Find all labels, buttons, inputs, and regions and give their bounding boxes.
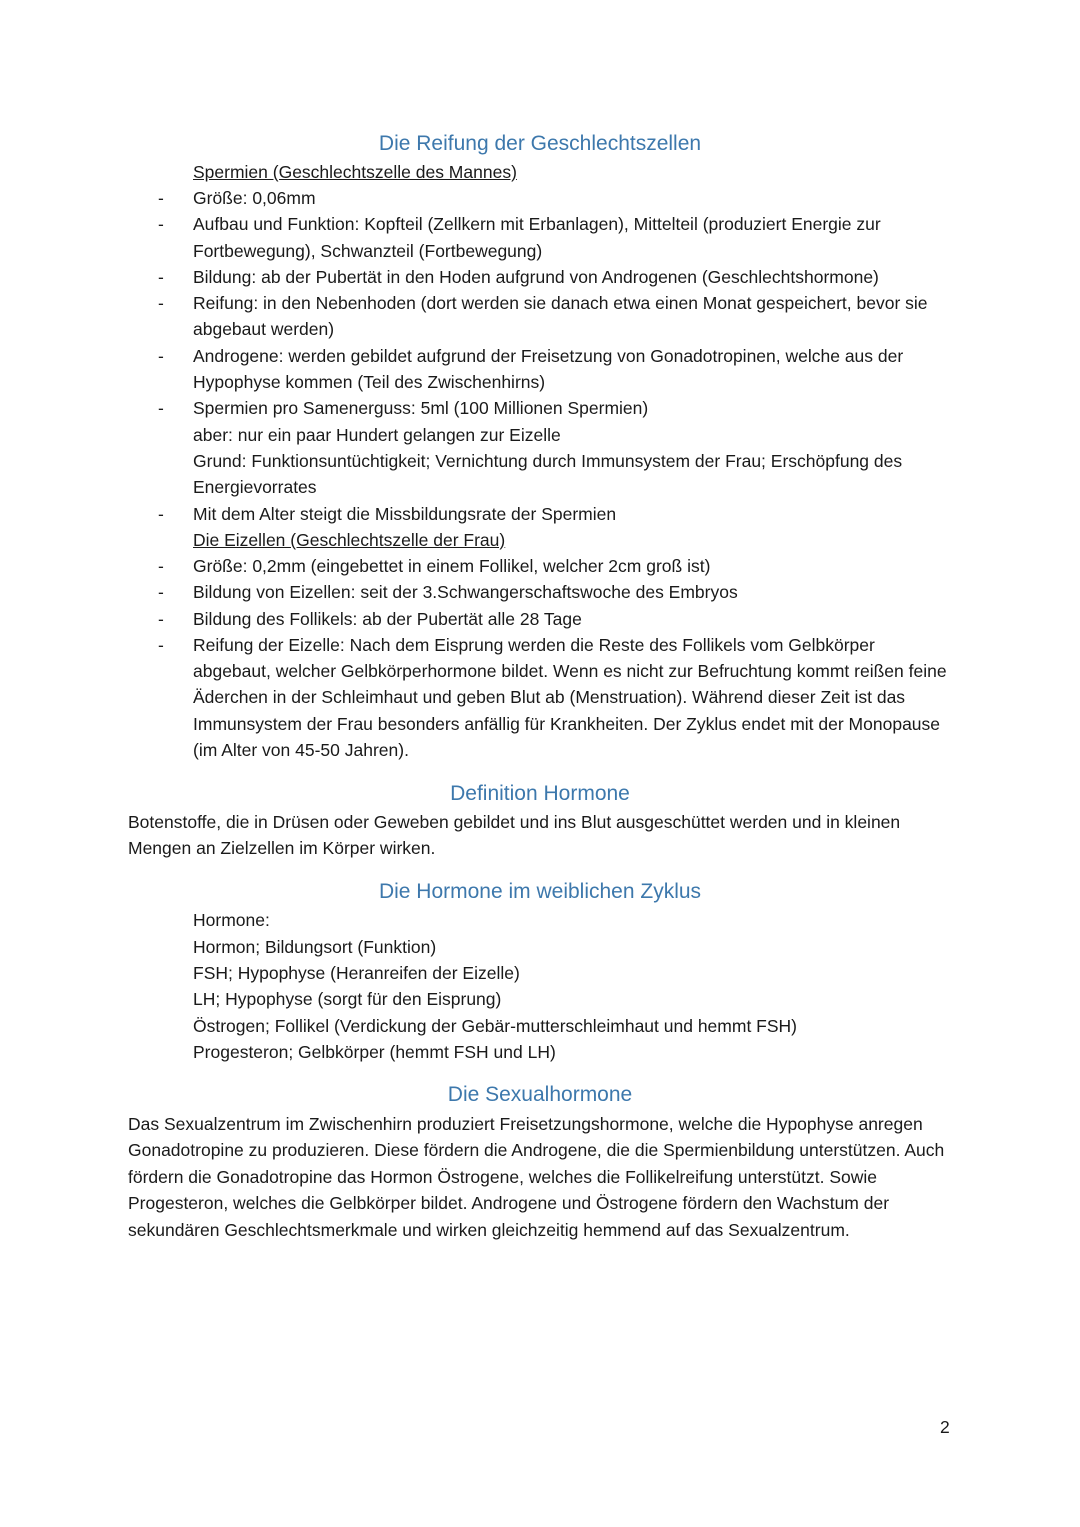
- list-item: [0, 211, 953, 264]
- list-item-text: Bildung von Eizellen: seit der 3.Schwangerschaftswoche des Embryos: [193, 582, 738, 603]
- list-item-text: Größe: 0,06mm: [193, 188, 316, 208]
- list-item: [0, 579, 953, 605]
- page-number: 2: [940, 1417, 950, 1437]
- spermien-list: [0, 185, 953, 527]
- list-item-text: Spermien pro Samenerguss: 5ml (100 Millionen Spermien): [193, 398, 649, 419]
- hormone-line: Hormone:: [193, 910, 270, 930]
- hormone-line: Östrogen; Follikel (Verdickung der Gebär-mutterschleimhaut und hemmt FSH): [193, 1016, 797, 1036]
- bullet: -: [158, 556, 164, 576]
- bullet: -: [158, 266, 164, 287]
- list-item: [0, 264, 953, 290]
- hormone-line: FSH; Hypophyse (Heranreifen der Eizelle): [193, 963, 520, 983]
- list-item: [0, 553, 953, 579]
- section-title-sexual: Die Sexualhormone: [447, 1083, 633, 1106]
- list-item-text: Mit dem Alter steigt die Missbildungsrate der Spermien: [193, 503, 617, 524]
- eizellen-subheading: Die Eizellen (Geschlechtszelle der Frau): [193, 530, 506, 550]
- bullet: -: [158, 398, 164, 419]
- hormone-line: LH; Hypophyse (sorgt für den Eisprung): [193, 989, 502, 1009]
- spermien-subheading: Spermien (Geschlechtszelle des Mannes): [193, 162, 517, 182]
- list-continuation: [0, 448, 953, 501]
- list-item: [0, 343, 953, 396]
- list-item: [0, 501, 953, 527]
- list-item: [0, 185, 953, 211]
- list-item-text: Aufbau und Funktion: Kopfteil (Zellkern mit Erbanlagen), Mittelteil (produziert Energie zur Fortbewegung), Schwanzteil (Fortbewegung): [193, 214, 881, 261]
- list-item: [0, 632, 953, 763]
- section-title-definition: Definition Hormone: [450, 782, 630, 805]
- list-item-text: Bildung des Follikels: ab der Pubertät alle 28 Tage: [193, 608, 582, 629]
- list-item: [0, 395, 953, 421]
- list-item: [0, 290, 953, 343]
- sexual-paragraph: Das Sexualzentrum im Zwischenhirn produziert Freisetzungshormone, welche die Hypophyse anregen Gonadotropine zu produzieren. Diese fördern die Androgene, die die Spermienbildung unterstützen. Auch fördern die Gonadotropine das Hormon Östrogene, welches die Follikelreifung unterstützt. Sowie Progesteron, welches die Gelbkörper bildet. Androgene und Östrogene fördern den Wachstum der sekundären Geschlechtsmerkmale und wirken gleichzeitig hemmend auf das Sexualzentrum.: [128, 1114, 945, 1240]
- hormone-line: Hormon; Bildungsort (Funktion): [193, 937, 437, 957]
- list-item-text: Grund: Funktionsuntüchtigkeit; Vernichtung durch Immunsystem der Frau; Erschöpfung des Energievorrates: [193, 450, 903, 498]
- bullet: -: [158, 503, 164, 524]
- definition-paragraph: Botenstoffe, die in Drüsen oder Geweben gebildet und ins Blut ausgeschüttet werden und in kleinen Mengen an Zielzellen im Körper wirken.: [128, 812, 901, 859]
- bullet: -: [158, 582, 164, 603]
- bullet: -: [158, 345, 164, 366]
- hormone-line: Progesteron; Gelbkörper (hemmt FSH und LH): [193, 1042, 556, 1062]
- section-title-reifung: Die Reifung der Geschlechtszellen: [378, 132, 702, 155]
- list-item-text: Größe: 0,2mm (eingebettet in einem Follikel, welcher 2cm groß ist): [193, 556, 711, 576]
- list-item-text: Bildung: ab der Pubertät in den Hoden aufgrund von Androgenen (Geschlechtshormone): [193, 266, 879, 287]
- list-item-text: Reifung der Eizelle: Nach dem Eisprung werden die Reste des Follikels vom Gelbkörper abgebaut, welcher Gelbkörperhormone bildet. Wenn es nicht zur Befruchtung kommt reißen feine Äderchen in der Schleimhaut und geben Blut ab (Menstruation). Während dieser Zeit ist das Immunsystem der Frau besonders anfällig für Krankheiten. Der Zyklus endet mit der Monopause (im Alter von 45-50 Jahren).: [193, 634, 947, 761]
- list-continuation: [0, 422, 953, 448]
- bullet: -: [158, 608, 164, 629]
- section-title-zyklus: Die Hormone im weiblichen Zyklus: [378, 880, 702, 903]
- eizellen-list: [0, 553, 953, 763]
- list-item-text: Reifung: in den Nebenhoden (dort werden sie danach etwa einen Monat gespeichert, bevor sie abgebaut werden): [193, 293, 928, 340]
- list-item: [0, 606, 953, 632]
- list-item-text: Androgene: werden gebildet aufgrund der Freisetzung von Gonadotropinen, welche aus der Hypophyse kommen (Teil des Zwischenhirns): [193, 345, 904, 393]
- bullet: -: [158, 214, 164, 235]
- bullet: -: [158, 634, 164, 655]
- bullet: -: [158, 293, 164, 314]
- bullet: -: [158, 188, 164, 208]
- list-item-text: aber: nur ein paar Hundert gelangen zur Eizelle: [193, 424, 561, 445]
